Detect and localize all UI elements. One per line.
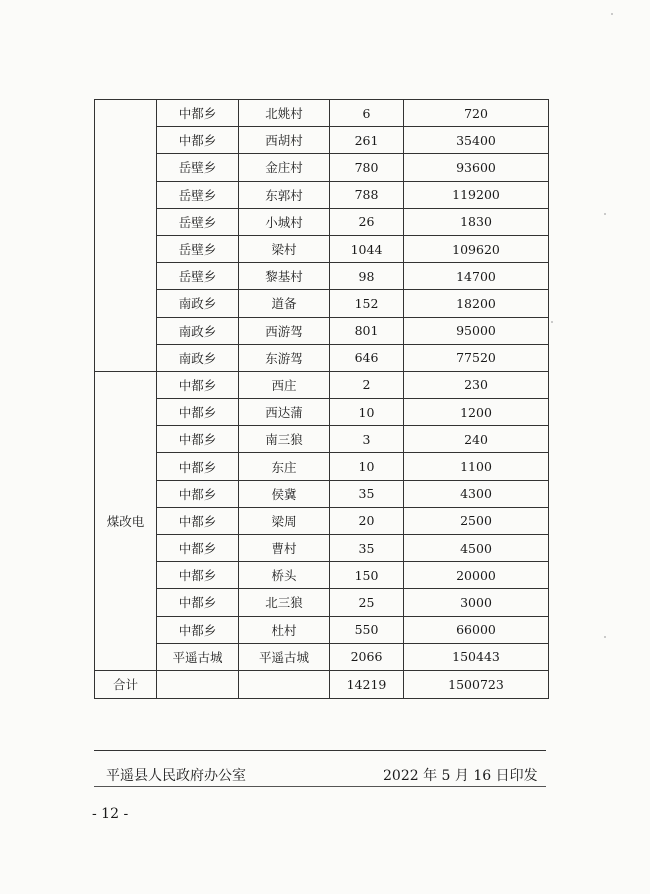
total-households-cell: 14219 [330,670,404,698]
town-cell: 中都乡 [157,399,239,426]
empty-cell [239,670,330,698]
town-cell: 岳壁乡 [157,181,239,208]
table-row [95,290,549,317]
village-cell: 西胡村 [239,127,330,154]
amount-cell: 119200 [404,181,549,208]
scan-speck [604,213,606,215]
table-row [95,100,549,127]
table-row [95,426,549,453]
amount-cell: 150443 [404,643,549,670]
table-row [95,208,549,235]
category-cell [95,100,157,372]
town-cell: 南政乡 [157,317,239,344]
village-cell: 南三狼 [239,426,330,453]
town-cell: 南政乡 [157,290,239,317]
town-cell: 中都乡 [157,589,239,616]
table-row [95,154,549,181]
table-row [95,507,549,534]
village-cell: 西达蒲 [239,399,330,426]
amount-cell: 14700 [404,263,549,290]
town-cell: 中都乡 [157,480,239,507]
table-row [95,344,549,371]
table-row [95,127,549,154]
village-cell: 北姚村 [239,100,330,127]
amount-cell: 4500 [404,535,549,562]
amount-cell: 4300 [404,480,549,507]
town-cell: 岳壁乡 [157,208,239,235]
town-cell: 平遥古城 [157,643,239,670]
amount-cell: 66000 [404,616,549,643]
town-cell: 中都乡 [157,371,239,398]
town-cell: 中都乡 [157,453,239,480]
table-row [95,317,549,344]
town-cell: 中都乡 [157,535,239,562]
table-row [95,371,549,398]
households-cell: 98 [330,263,404,290]
village-cell: 西庄 [239,371,330,398]
table-row [95,616,549,643]
village-cell: 桥头 [239,562,330,589]
total-amount-cell: 1500723 [404,670,549,698]
households-cell: 35 [330,535,404,562]
households-cell: 10 [330,453,404,480]
town-cell: 南政乡 [157,344,239,371]
table-row [95,453,549,480]
households-cell: 25 [330,589,404,616]
town-cell: 中都乡 [157,616,239,643]
table-row [95,399,549,426]
households-cell: 26 [330,208,404,235]
households-cell: 801 [330,317,404,344]
households-cell: 20 [330,507,404,534]
households-cell: 35 [330,480,404,507]
village-cell: 曹村 [239,535,330,562]
table-row [95,181,549,208]
amount-cell: 240 [404,426,549,453]
amount-cell: 1100 [404,453,549,480]
table-row [95,480,549,507]
households-cell: 152 [330,290,404,317]
town-cell: 中都乡 [157,507,239,534]
households-cell: 10 [330,399,404,426]
empty-cell [157,670,239,698]
table-row [95,263,549,290]
households-cell: 3 [330,426,404,453]
amount-cell: 35400 [404,127,549,154]
village-cell: 金庄村 [239,154,330,181]
village-cell: 黎基村 [239,263,330,290]
amount-cell: 93600 [404,154,549,181]
village-cell: 西游驾 [239,317,330,344]
total-row [95,670,549,698]
issuing-office: 平遥县人民政府办公室 [106,768,246,784]
households-cell: 780 [330,154,404,181]
households-cell: 2066 [330,643,404,670]
town-cell: 岳壁乡 [157,235,239,262]
table-row [95,535,549,562]
households-cell: 6 [330,100,404,127]
village-cell: 小城村 [239,208,330,235]
table-row [95,643,549,670]
amount-cell: 1200 [404,399,549,426]
table-row [95,235,549,262]
households-cell: 2 [330,371,404,398]
town-cell: 中都乡 [157,426,239,453]
village-cell: 北三狼 [239,589,330,616]
amount-cell: 720 [404,100,549,127]
village-cell: 平遥古城 [239,643,330,670]
village-cell: 道备 [239,290,330,317]
scan-speck [604,636,606,638]
issue-date: 2022 年 5 月 16 日印发 [383,768,538,784]
amount-cell: 20000 [404,562,549,589]
households-cell: 261 [330,127,404,154]
amount-cell: 77520 [404,344,549,371]
village-cell: 东游驾 [239,344,330,371]
households-cell: 788 [330,181,404,208]
town-cell: 中都乡 [157,562,239,589]
allocation-table [94,99,549,699]
total-label-cell: 合计 [95,670,157,698]
category-cell: 煤改电 [95,371,157,670]
table-row [95,589,549,616]
households-cell: 150 [330,562,404,589]
amount-cell: 95000 [404,317,549,344]
amount-cell: 1830 [404,208,549,235]
town-cell: 岳壁乡 [157,154,239,181]
town-cell: 中都乡 [157,127,239,154]
amount-cell: 18200 [404,290,549,317]
village-cell: 梁周 [239,507,330,534]
amount-cell: 230 [404,371,549,398]
village-cell: 侯冀 [239,480,330,507]
households-cell: 646 [330,344,404,371]
footer-top-rule [94,750,546,751]
village-cell: 杜村 [239,616,330,643]
footer-bottom-rule [94,786,546,787]
town-cell: 中都乡 [157,100,239,127]
amount-cell: 109620 [404,235,549,262]
table-row [95,562,549,589]
scan-speck [611,13,613,15]
town-cell: 岳壁乡 [157,263,239,290]
page-number: - 12 - [92,806,129,822]
scan-speck [551,321,553,323]
amount-cell: 3000 [404,589,549,616]
households-cell: 1044 [330,235,404,262]
village-cell: 梁村 [239,235,330,262]
village-cell: 东郭村 [239,181,330,208]
amount-cell: 2500 [404,507,549,534]
households-cell: 550 [330,616,404,643]
village-cell: 东庄 [239,453,330,480]
